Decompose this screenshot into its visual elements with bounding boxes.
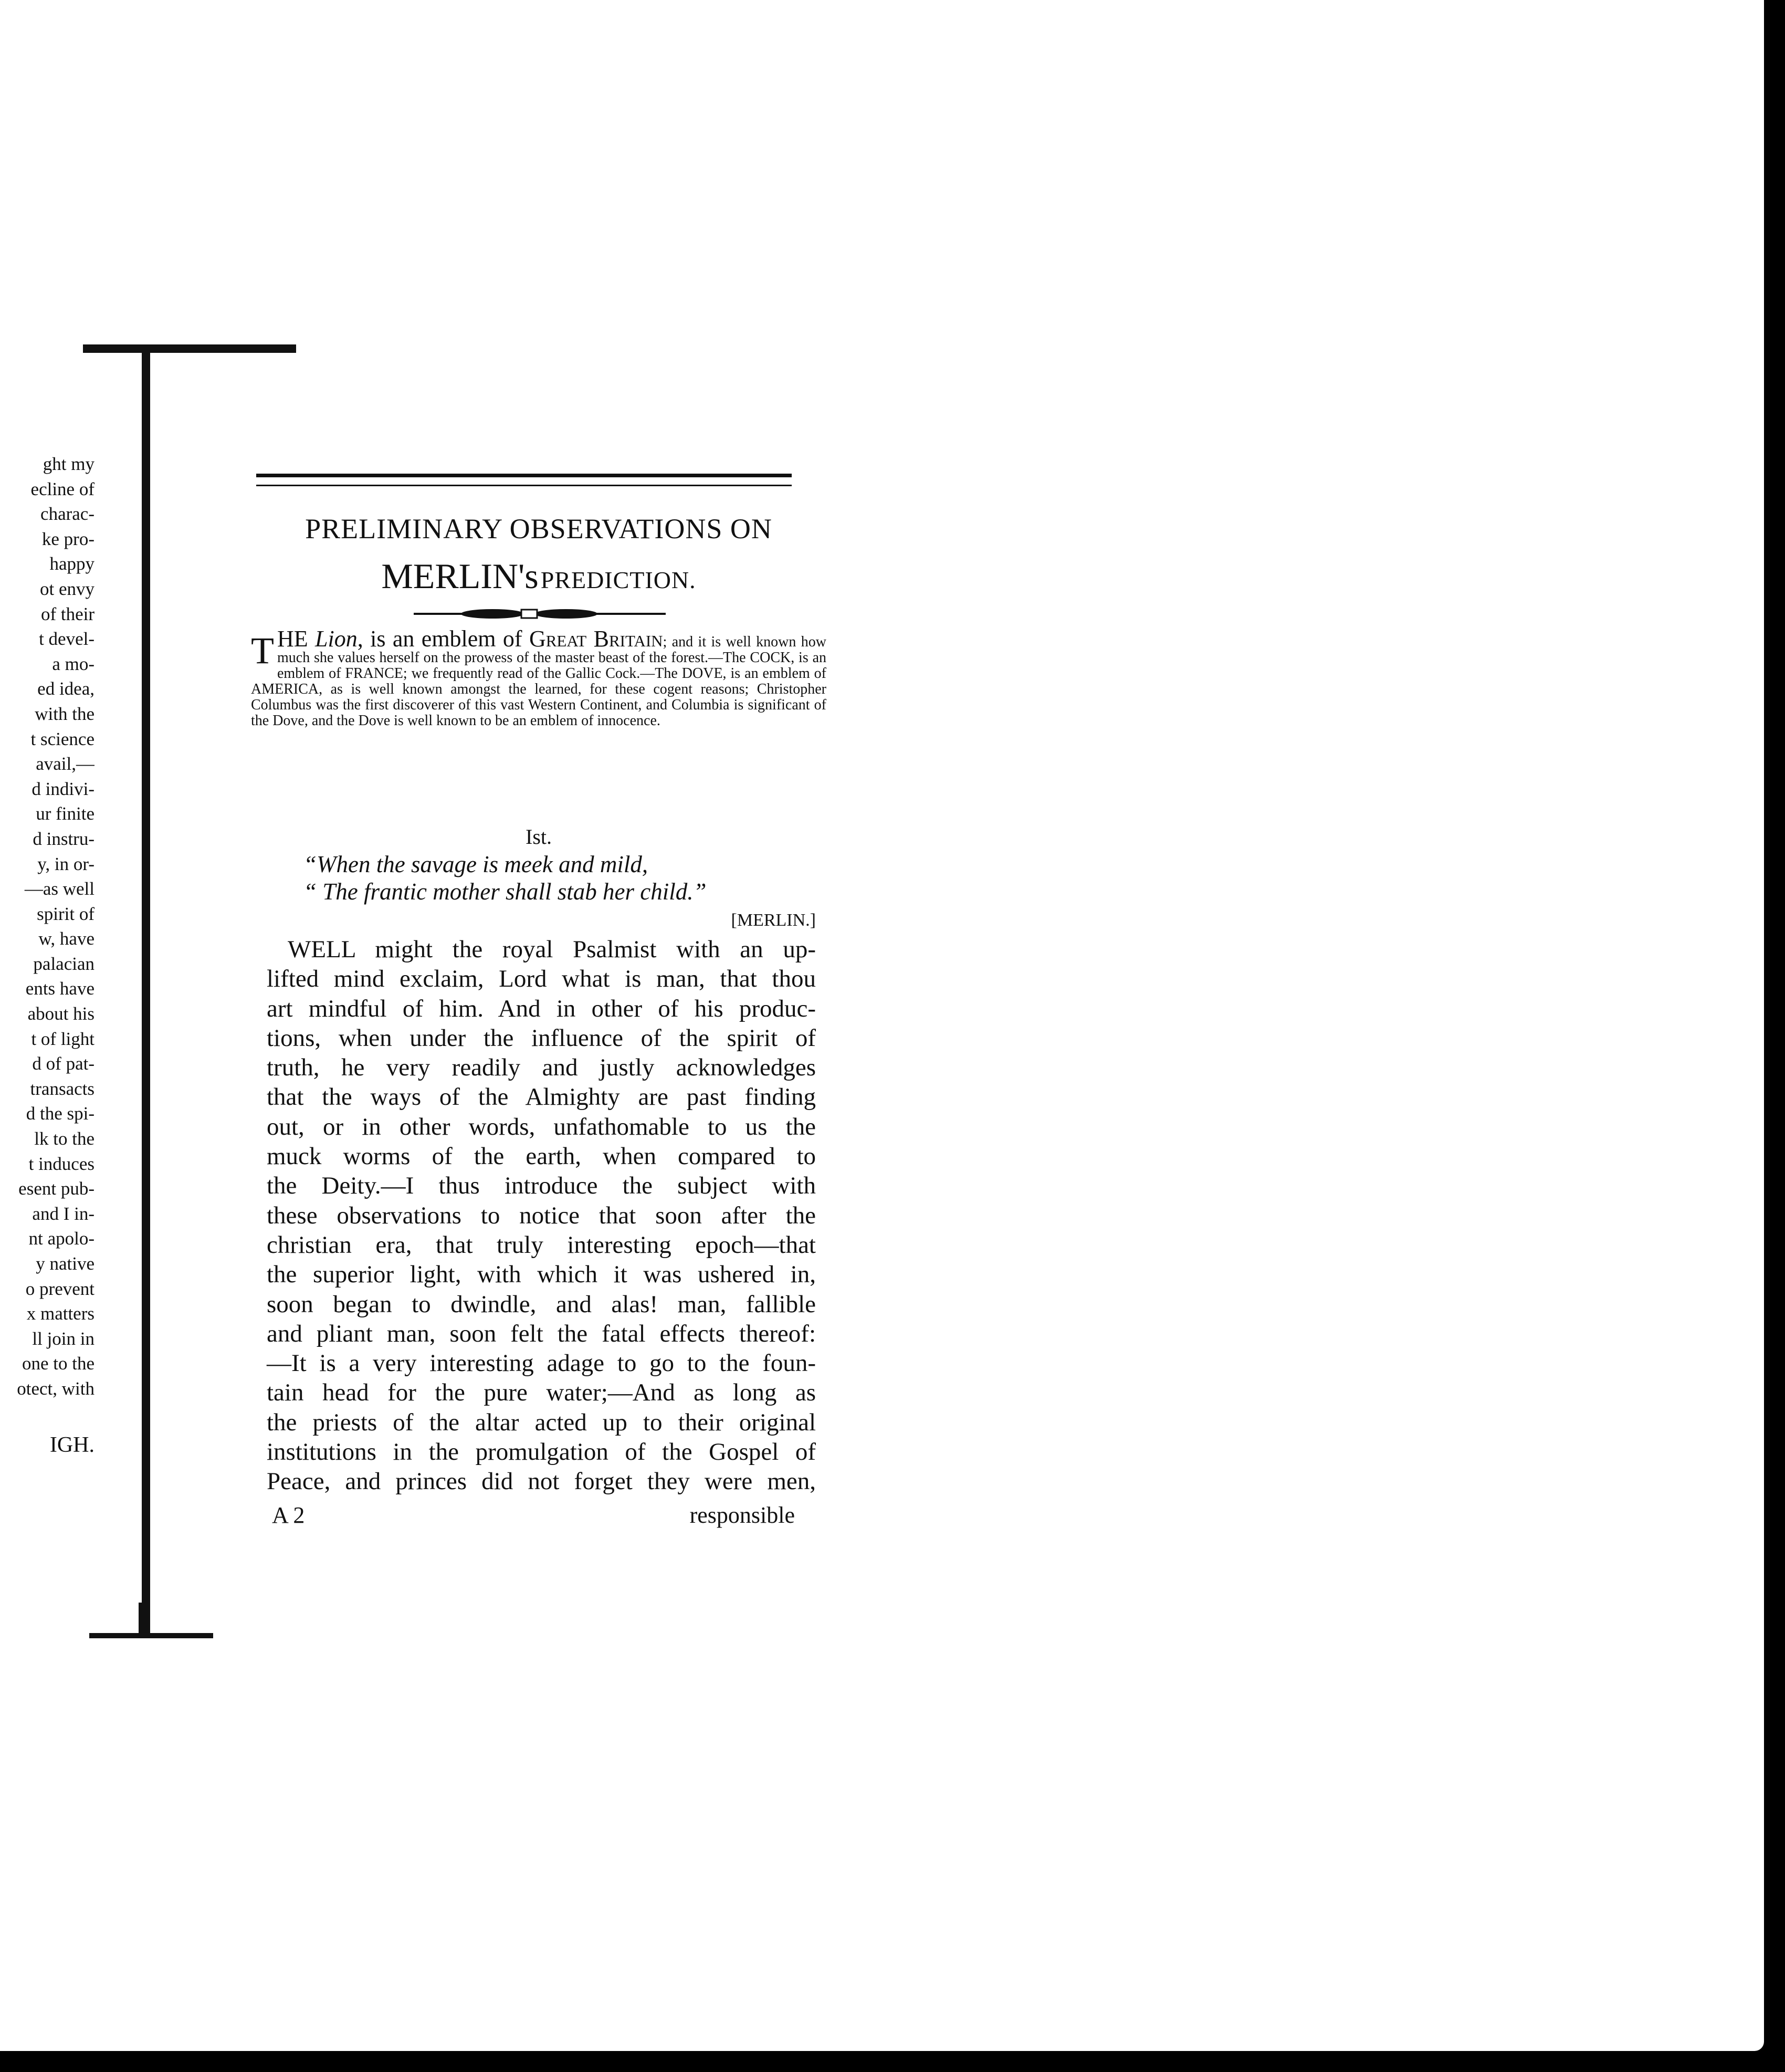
binding-gutter [142, 352, 150, 1607]
facing-page-line: d instru- [33, 828, 94, 849]
facing-page-line: with the [35, 703, 94, 724]
verse-line: “ The frantic mother shall stab her child.” [303, 878, 707, 905]
binding-rule-bottom [89, 1633, 213, 1638]
verse-attribution: [MERLIN.] [731, 911, 816, 930]
page-title-line1: PRELIMINARY OBSERVATIONS ON [305, 513, 772, 545]
body-line: tions, when under the influence of the spirit of [267, 1024, 816, 1052]
facing-page-line: ed idea, [37, 678, 94, 699]
facing-page-line: ot envy [39, 578, 94, 599]
drop-cap: T [251, 630, 274, 672]
signature-mark: A 2 [272, 1502, 305, 1528]
page-title-line2 [251, 556, 826, 597]
facing-page-line: ecline of [30, 478, 94, 499]
body-line: the priests of the altar acted up to their original [267, 1408, 816, 1436]
ornament-divider [414, 607, 666, 621]
body-line: christian era, that truly interesting epoch—that [267, 1231, 816, 1259]
binding-rule-top [83, 344, 296, 353]
intro-paragraph: T HE Lion, is an emblem of Great Britain; and it is well known how much she values herself on the prowess of the master beast of the forest.—The COCK, is an emblem of FRANCE; we frequently read of the Gallic Cock.—The DOVE, is an emblem of AMERICA, as is well known amongst the learned, for these cogent reasons; Christopher Columbus was the first discoverer of this vast Western Continent, and Columbia is significant of the Dove, and the Dove is well known to be an emblem of innocence. [251, 626, 826, 729]
facing-page-line: palacian [33, 953, 94, 974]
body-line: WELL might the royal Psalmist with an up- [288, 936, 816, 963]
facing-page-line: ll join in [32, 1328, 94, 1349]
verse-quote [303, 851, 818, 905]
binding-foot [139, 1603, 150, 1635]
facing-page-line: charac- [40, 504, 94, 525]
facing-page-line: t of light [31, 1028, 94, 1049]
facing-page-line: and I in- [32, 1203, 94, 1224]
double-rule [256, 474, 792, 486]
facing-page-line: nt apolo- [28, 1228, 94, 1249]
body-line: art mindful of him. And in other of his produc- [267, 995, 816, 1022]
body-line: out, or in other words, unfathomable to us the [267, 1113, 816, 1140]
facing-page-line: y, in or- [37, 853, 94, 874]
facing-page-line: x matters [26, 1303, 94, 1324]
facing-page-line: ke pro- [41, 528, 94, 549]
facing-page-line: transacts [30, 1078, 94, 1099]
facing-page-line: ur finite [36, 803, 94, 824]
facing-page-line: t induces [28, 1153, 94, 1174]
facing-page-line: lk to the [34, 1128, 94, 1149]
title-prediction: PREDICTION. [540, 567, 696, 593]
book-page [251, 462, 826, 1528]
facing-page-line: ght my [43, 454, 94, 474]
facing-page-line: otect, with [17, 1378, 94, 1399]
body-line: institutions in the promulgation of the Gospel of [267, 1438, 816, 1466]
facing-page-line: d of pat- [32, 1053, 94, 1074]
verse-line: “When the savage is meek and mild, [303, 851, 648, 877]
facing-page-line: w, have [38, 928, 94, 949]
body-line: that the ways of the Almighty are past finding [267, 1083, 816, 1111]
body-line: truth, he very readily and justly acknowledges [267, 1054, 816, 1082]
body-line: the Deity.—I thus introduce the subject with [267, 1172, 816, 1200]
facing-page-line: ents have [25, 978, 94, 999]
body-line: Peace, and princes did not forget they were men, [267, 1468, 816, 1495]
body-line: lifted mind exclaim, Lord what is man, that thou [267, 965, 816, 993]
facing-page-line: avail,— [36, 754, 94, 775]
facing-page-line: about his [27, 1003, 94, 1024]
body-line: —It is a very interesting adage to go to the foun- [267, 1349, 816, 1377]
title-merlin: MERLIN's [381, 556, 539, 596]
facing-page-line: esent pub- [18, 1178, 94, 1199]
facing-page-line: t science [30, 728, 94, 749]
facing-page-line: d the spi- [26, 1103, 94, 1124]
facing-page-line: spirit of [37, 903, 94, 924]
body-line: muck worms of the earth, when compared to [267, 1143, 816, 1170]
facing-page-fragment [0, 452, 94, 1458]
facing-page-line: a mo- [52, 653, 94, 674]
body-line: tain head for the pure water;—And as long as [267, 1379, 816, 1407]
section-number: Ist. [526, 825, 552, 849]
body-line: soon began to dwindle, and alas! man, fallible [267, 1290, 816, 1318]
body-line: the superior light, with which it was ushered in, [267, 1261, 816, 1289]
facing-page-line: —as well [24, 878, 94, 899]
facing-page-line: y native [36, 1253, 94, 1274]
body-text [267, 935, 816, 1497]
facing-page-line: one to the [22, 1353, 94, 1374]
catchword: responsible [689, 1502, 795, 1528]
facing-page-line: happy [49, 553, 94, 574]
facing-page-line: of their [40, 603, 94, 624]
body-line: these observations to notice that soon after the [267, 1201, 816, 1229]
body-line: and pliant man, soon felt the fatal effects thereof: [267, 1320, 816, 1347]
facing-page-line: d indivi- [32, 778, 94, 799]
facing-page-signature: IGH. [49, 1432, 94, 1457]
facing-page-line: t devel- [39, 629, 94, 650]
facing-page-line: o prevent [25, 1278, 94, 1299]
